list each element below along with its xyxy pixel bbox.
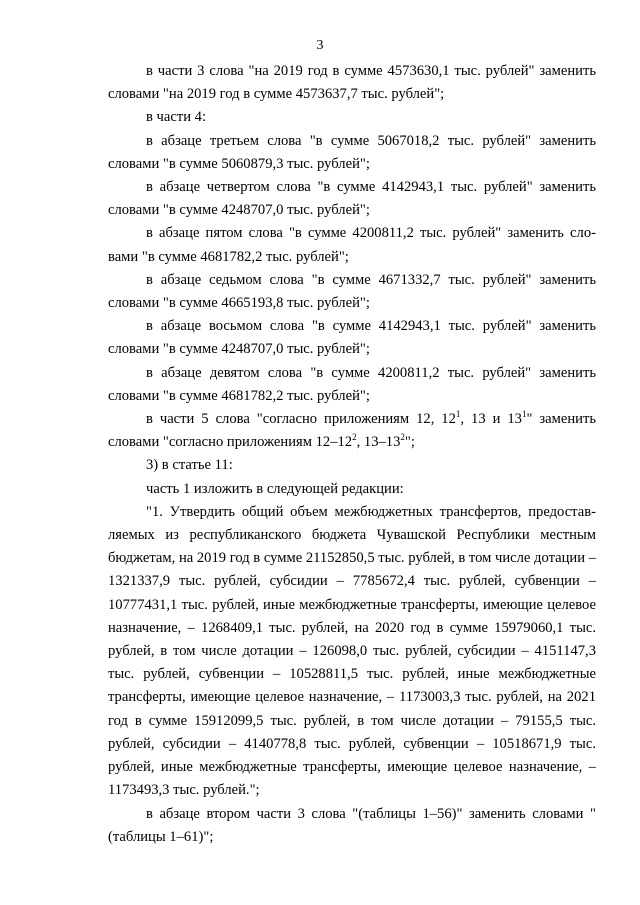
text-run: в абзаце третьем слова "в сумме 5067018,2 тыс. рублей" заменить словами "в сумме 5060879,3 тыс. рублей"; bbox=[108, 132, 596, 172]
text-run: в абзаце пятом слова "в сумме 4200811,2 тыс. рублей" заменить словами "в сумме 4681782,2 тыс. рублей"; bbox=[108, 225, 596, 265]
text-run: в части 3 слова "на 2019 год в сумме 4573630,1 тыс. рублей" заменить словами "на 2019 год в сумме 4573637,7 тыс. рублей"; bbox=[108, 63, 596, 103]
paragraph bbox=[108, 269, 596, 315]
paragraph bbox=[108, 454, 596, 477]
text-run: в абзаце четвертом слова "в сумме 4142943,1 тыс. рублей" заменить словами "в сумме 4248707,0 тыс. рублей"; bbox=[108, 179, 596, 219]
text-run: , 13–13 bbox=[356, 434, 401, 451]
text-run: 3) в статье 11: bbox=[146, 457, 233, 474]
paragraph bbox=[108, 501, 596, 803]
superscript: 1 bbox=[521, 409, 527, 420]
page-number: 3 bbox=[316, 38, 324, 53]
text-run: в части 4: bbox=[146, 109, 207, 126]
paragraph bbox=[108, 478, 596, 501]
text-run: в абзаце восьмом слова "в сумме 4142943,1 тыс. рублей" заменить словами "в сумме 4248707,0 тыс. рублей"; bbox=[108, 318, 596, 358]
text-run: в абзаце втором части 3 слова "(таблицы 1–56)" заменить словами "(таблицы 1–61)"; bbox=[108, 805, 596, 845]
paragraph bbox=[108, 315, 596, 361]
text-run: "; bbox=[404, 434, 415, 451]
paragraph bbox=[108, 130, 596, 176]
text-run: в части 5 слова "согласно приложениям 12, 12 bbox=[146, 411, 456, 428]
paragraph bbox=[108, 222, 596, 268]
text-run: в абзаце девятом слова "в сумме 4200811,2 тыс. рублей" заменить словами "в сумме 4681782,2 тыс. рублей"; bbox=[108, 364, 596, 404]
paragraph bbox=[108, 408, 596, 454]
text-run: "1. Утвердить общий объем межбюджетных трансфертов, предоставляемых из республиканского бюджета Чувашской Республики местным бюджетам, на 2019 год в сумме 21152850,5 тыс. рублей, в том числе дотации – 1321337,9 тыс. рублей, субсидии – 7785672,4 тыс. рублей, субвенции – 10777431,1 тыс. рублей, иные межбюджетные трансферты, имеющие целевое назначение, – 1268409,1 тыс. рублей, на 2020 год в сумме 15979060,1 тыс. рублей, в том числе дотации – 126098,0 тыс. рублей, субсидии – 4151147,3 тыс. рублей, субвенции – 10528811,5 тыс. рублей, иные межбюджетные трансферты, имеющие целевое назначение, – 1173003,3 тыс. рублей, на 2021 год в сумме 15912099,5 тыс. рублей, в том числе дотации – 79155,5 тыс. рублей, субсидии – 4140778,8 тыс. рублей, субвенции – 10518671,9 тыс. рублей, иные межбюджетные трансферты, имеющие целевое назначение, – 1173493,3 тыс. рублей."; bbox=[108, 503, 596, 799]
superscript: 2 bbox=[400, 432, 405, 443]
paragraph bbox=[108, 362, 596, 408]
superscript: 2 bbox=[352, 432, 357, 443]
paragraph bbox=[108, 106, 596, 129]
superscript: 1 bbox=[455, 409, 461, 420]
text-run: часть 1 изложить в следующей редакции: bbox=[146, 480, 404, 497]
text-run: " заменить словами "согласно приложениям 12–12 bbox=[108, 411, 597, 451]
paragraph bbox=[108, 803, 596, 849]
text-run: , 13 и 13 bbox=[460, 411, 522, 428]
paragraph bbox=[108, 176, 596, 222]
text-run: в абзаце седьмом слова "в сумме 4671332,7 тыс. рублей" заменить словами "в сумме 4665193,8 тыс. рублей"; bbox=[108, 271, 596, 312]
paragraph bbox=[108, 60, 596, 106]
document-body bbox=[108, 60, 596, 849]
